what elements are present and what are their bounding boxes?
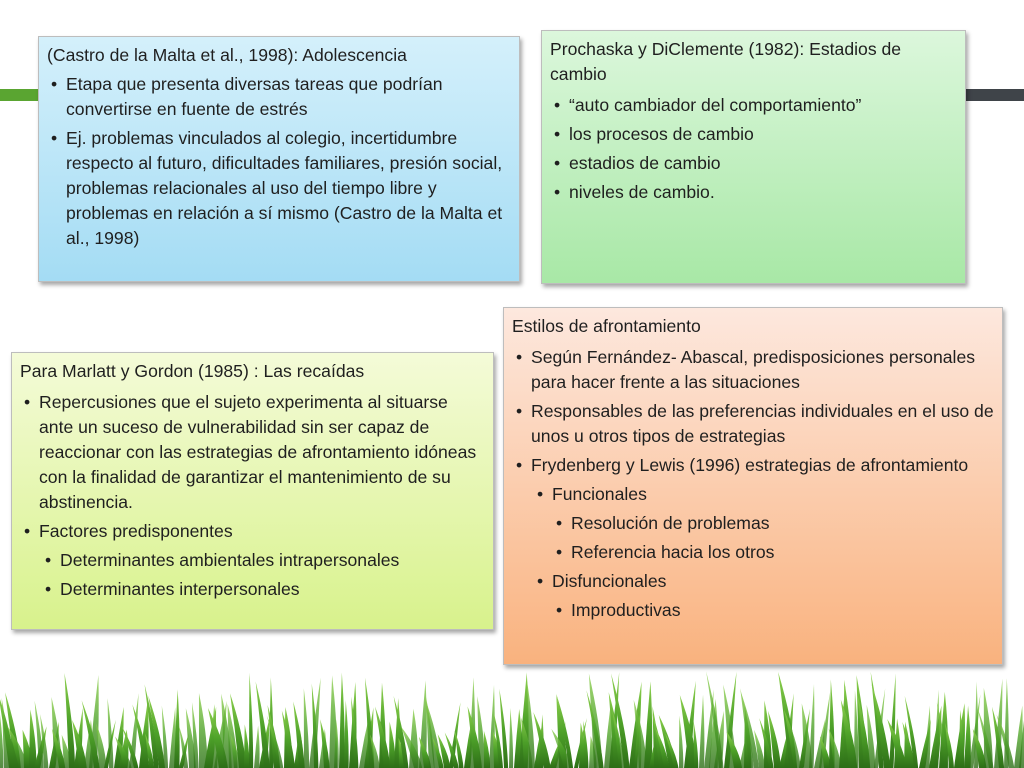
estilos-item: • Responsables de las preferencias individuales en el uso de unos u otros tipos de estrategias [512, 399, 994, 449]
estilos-afrontamiento-box [503, 307, 1003, 665]
grass-blade [282, 710, 295, 768]
estilos-item: • Frydenberg y Lewis (1996) estrategias de afrontamiento [512, 453, 994, 478]
prochaska-estadios-box [541, 30, 966, 284]
grass-blade [484, 731, 490, 768]
grass-blade [924, 706, 930, 768]
marlatt-recaidas-box [11, 352, 494, 630]
grass-blade [509, 708, 513, 768]
estilos-disfuncionales-item: • Improductivas [552, 598, 994, 623]
grass-blade [249, 673, 253, 768]
grass-blade [29, 709, 36, 768]
prochaska-item: • los procesos de cambio [550, 122, 957, 147]
castro-adolescencia-box [38, 36, 520, 282]
prochaska-item: • “auto cambiador del comportamiento” [550, 93, 957, 118]
castro-title: (Castro de la Malta et al., 1998): Adolescencia [47, 45, 407, 65]
right-accent-stripe [965, 89, 1024, 101]
prochaska-list [550, 93, 957, 205]
prochaska-item: • estadios de cambio [550, 151, 957, 176]
grass-blade [293, 701, 304, 768]
grass-blade [339, 673, 345, 768]
grass-blade [934, 690, 939, 768]
castro-list [47, 72, 511, 251]
grass-blade [644, 681, 652, 768]
estilos-disfuncionales: • Disfuncionales [533, 569, 994, 594]
estilos-list [512, 345, 994, 623]
grass-blade [699, 695, 704, 768]
grass-blade [694, 721, 699, 768]
grass-blade [583, 721, 588, 768]
grass-blade [254, 725, 260, 768]
estilos-item: • Según Fernández- Abascal, predisposiciones personales para hacer frente a las situaciones [512, 345, 994, 395]
castro-item: • Etapa que presenta diversas tareas que podrían convertirse en fuente de estrés [47, 72, 511, 122]
grass-blade [964, 706, 971, 768]
marlatt-title: Para Marlatt y Gordon (1985) : Las recaídas [20, 361, 365, 381]
estilos-funcionales-item: • Referencia hacia los otros [552, 540, 994, 565]
grass-blade [344, 700, 349, 768]
grass-border-icon [0, 668, 1024, 768]
grass-blade [244, 724, 250, 768]
grass-blade [809, 684, 814, 768]
grass-blade [304, 688, 309, 768]
marlatt-subitem: • Determinantes ambientales intrapersonales [41, 548, 485, 573]
castro-item: • Ej. problemas vinculados al colegio, incertidumbre respecto al futuro, dificultades familiares, presión social, problemas relacionales al uso del tiempo libre y problemas en relación a sí mismo (Castro de la Malta et al., 1998) [47, 126, 511, 251]
marlatt-item: • Repercusiones que el sujeto experimenta al situarse ante un suceso de vulnerabilidad sin ser capaz de reaccionar con las estrategias de afrontamiento idóneas con la finalidad de garantizar el mantenimiento de su abstinencia. [20, 390, 485, 515]
grass-blade [679, 716, 683, 768]
marlatt-subitem: • Determinantes interpersonales [41, 577, 485, 602]
left-accent-stripe [0, 89, 42, 101]
estilos-funcionales: • Funcionales [533, 482, 994, 507]
estilos-funcionales-item: • Resolución de problemas [552, 511, 994, 536]
estilos-title: Estilos de afrontamiento [512, 316, 701, 336]
prochaska-title: Prochaska y DiClemente (1982): Estadios de cambio [550, 39, 902, 84]
prochaska-item: • niveles de cambio. [550, 180, 957, 205]
grass-blade [889, 673, 896, 768]
marlatt-item: • Factores predisponentes [20, 519, 485, 544]
marlatt-list [20, 390, 485, 602]
